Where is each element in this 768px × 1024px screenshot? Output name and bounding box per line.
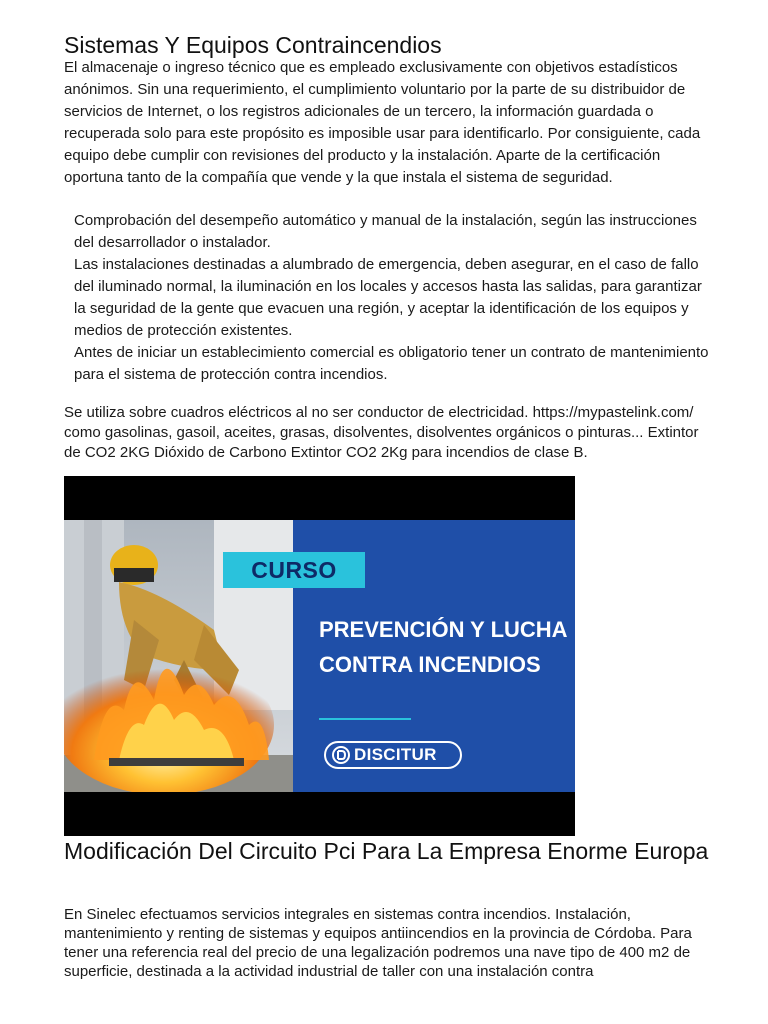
- indented-paragraph: Antes de iniciar un establecimiento comercial es obligatorio tener un contrato de mantenimiento para el sistema de protección contra incendios.: [74, 344, 709, 383]
- accent-divider: [319, 718, 411, 720]
- extinguisher-paragraph: Se utiliza sobre cuadros eléctricos al no ser conductor de electricidad. https://mypastelink.com/ como gasolinas, gasoil, aceites, grasas, disolventes, disolventes orgánicos o pinturas... Extintor de CO2 2KG Dióxido de Carbono Extintor CO2 2Kg para incendios de clase B.: [64, 404, 699, 461]
- indented-paragraph: Comprobación del desempeño automático y manual de la instalación, según las instrucciones del desarrollador o instalador.: [74, 212, 697, 251]
- section-title: Modificación Del Circuito Pci Para La Empresa Enorme Europa: [64, 838, 709, 864]
- course-badge: CURSO: [223, 552, 365, 588]
- sinelec-paragraph: En Sinelec efectuamos servicios integrales en sistemas contra incendios. Instalación, mantenimiento y renting de sistemas y equipos antiincendios en la provincia de Córdoba. Para tener una referencia real del precio de una legalización podremos una nave tipo de 400 m2 de superficie, destinada a la actividad industrial de taller con una instalación contra: [64, 906, 692, 980]
- indented-paragraph: Las instalaciones destinadas a alumbrado de emergencia, deben asegurar, en el caso de fallo del iluminado normal, la iluminación en los locales y accesos hasta las salidas, para garantizar la seguridad de la gente que evacuen una región, y aceptar la identificación de los equipos y medios de protección existentes.: [74, 256, 702, 339]
- brand-logo: [324, 741, 462, 769]
- course-title: PREVENCIÓN Y LUCHA CONTRA INCENDIOS: [319, 617, 567, 677]
- brand-name: DISCITUR: [354, 745, 437, 764]
- section-title: Sistemas Y Equipos Contraincendios: [64, 32, 442, 58]
- course-promo-panel: [251, 520, 575, 792]
- discitur-logo-icon: [332, 746, 350, 764]
- intro-paragraph: El almacenaje o ingreso técnico que es empleado exclusivamente con objetivos estadísticos anónimos. Sin una requerimiento, el cumplimiento voluntario por la parte de su distribuidor de servicios de Internet, o los registros adicionales de un tercero, la información guardada o recuperada solo para este propósito es imposible usar para identificarlo. Por consiguiente, cada equipo debe cumplir con revisiones del producto y la instalación. Aparte de la certificación oportuna tanto de la compañía que vende y la que instala el sistema de seguridad.: [64, 59, 701, 186]
- course-banner-image: [64, 476, 575, 836]
